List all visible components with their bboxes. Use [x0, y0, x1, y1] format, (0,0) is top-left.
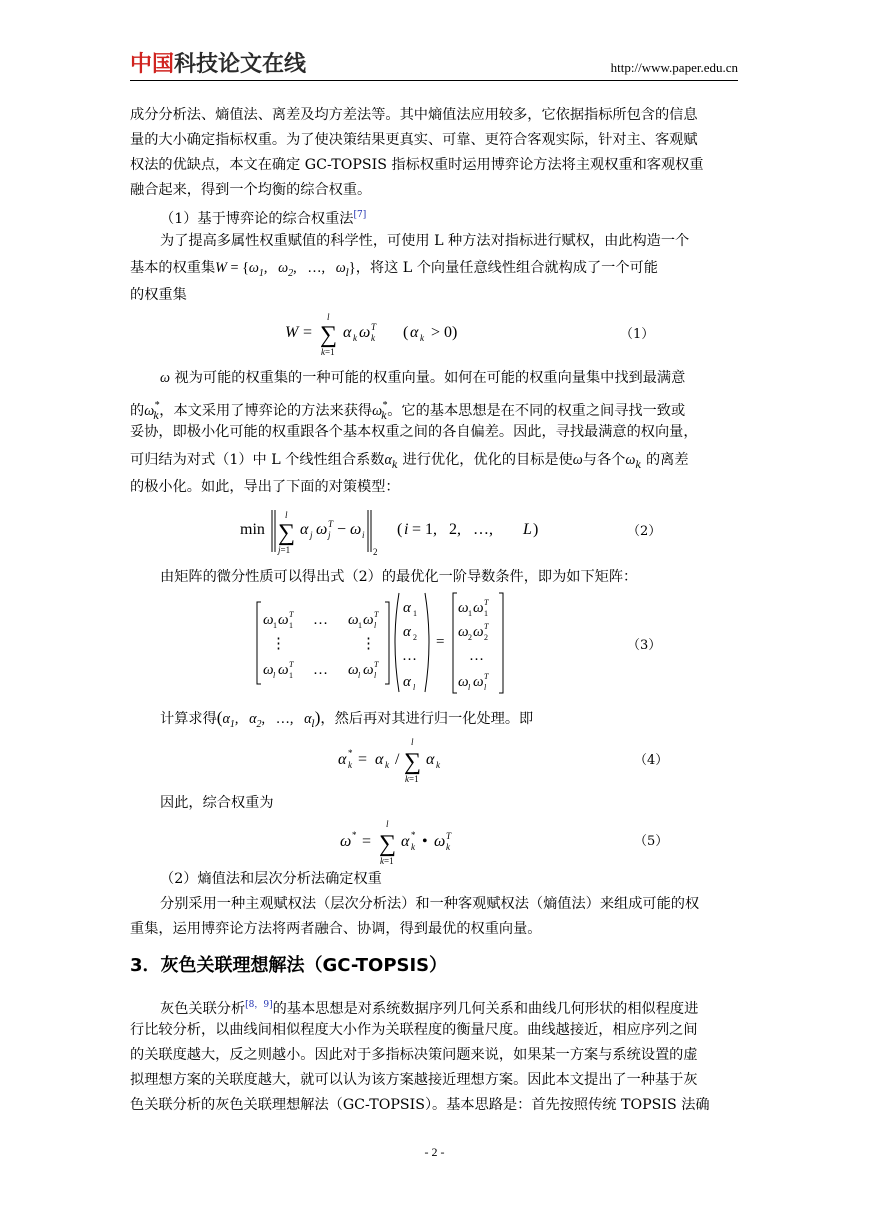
svg-text:α: α [375, 751, 384, 768]
svg-text:T: T [446, 831, 452, 841]
svg-text:•: • [422, 833, 428, 850]
svg-text:ω: ω [340, 833, 352, 850]
svg-text:ω: ω [434, 833, 446, 850]
svg-text:1: 1 [468, 609, 472, 618]
svg-text:α: α [403, 674, 411, 690]
svg-text:l: l [327, 312, 330, 322]
svg-text:2: 2 [468, 633, 472, 642]
svg-text:k: k [411, 842, 415, 852]
svg-text:j: j [328, 530, 331, 540]
header-url[interactable]: http://www.paper.edu.cn [610, 60, 738, 75]
svg-text:ω: ω [359, 324, 371, 341]
svg-text:∑: ∑ [278, 520, 296, 546]
svg-text:k: k [353, 333, 357, 343]
site-logo [130, 52, 306, 78]
paragraph-line: 由矩阵的微分性质可以得出式（2）的最优化一阶导数条件，即为如下矩阵： [160, 569, 638, 585]
svg-text:1: 1 [289, 671, 293, 680]
page-number: - 2 - [424, 1145, 445, 1159]
equation-2 [240, 500, 560, 560]
svg-text:⋮: ⋮ [361, 636, 376, 652]
svg-text:T: T [289, 660, 294, 669]
svg-text:ω: ω [348, 662, 359, 678]
paragraph-line: 行比较分析，以曲线间相似程度大小作为关联程度的衡量尺度。曲线越接近，相应序列之间 [130, 1022, 698, 1038]
citation-link[interactable]: [7] [353, 210, 367, 220]
svg-text:=: = [436, 634, 445, 650]
svg-text:ω: ω [263, 612, 274, 628]
svg-text:k: k [348, 760, 352, 770]
text-span: 。它的基本思想是在不同的权重之间寻找一致或 [387, 403, 686, 419]
equation-1 [285, 306, 485, 358]
svg-text:l: l [273, 671, 276, 680]
svg-text:ω: ω [458, 600, 469, 616]
svg-text:ω: ω [458, 624, 469, 640]
equation-number: （1） [620, 327, 655, 342]
svg-text:T: T [289, 610, 294, 619]
svg-text:k: k [371, 333, 375, 343]
svg-text:2: 2 [413, 633, 417, 642]
equation-5 [340, 815, 500, 867]
paragraph-line: 融合起来，得到一个均衡的综合权重。 [130, 182, 372, 198]
logo-red-text: 中国 [130, 52, 175, 77]
subheading-text: （1）基于博弈论的综合权重法 [160, 211, 354, 227]
equation-4 [338, 733, 488, 785]
svg-text:T: T [374, 660, 379, 669]
equation-number: （2） [627, 524, 662, 539]
svg-text:α: α [338, 751, 347, 768]
svg-text:i: i [404, 521, 409, 538]
svg-text:(: ( [397, 521, 403, 538]
svg-text:2: 2 [484, 633, 488, 642]
header-divider [130, 80, 738, 81]
svg-text:1: 1 [484, 609, 488, 618]
svg-text:−: − [337, 521, 347, 538]
svg-text:k=1: k=1 [380, 856, 394, 866]
svg-text:ω: ω [348, 612, 359, 628]
svg-text:T: T [484, 622, 489, 631]
svg-text:…: … [469, 648, 484, 664]
svg-text:l: l [468, 683, 471, 692]
subheading-game-theory [130, 203, 770, 232]
paragraph-line: 重集，运用博弈论方法将两者融合、协调，得到最优的权重向量。 [130, 921, 542, 937]
svg-text:L: L [523, 521, 532, 538]
svg-text:j=1: j=1 [278, 545, 291, 555]
svg-text:> 0): > 0) [431, 324, 458, 341]
text-span: ，然后再对其进行归一化处理。即 [320, 711, 534, 727]
paragraph-line: 色关联分析的灰色关联理想解法（GC-TOPSIS）。基本思路是：首先按照传统 TOPSIS 法确 [130, 1097, 710, 1113]
text-span: 灰色关联分析 [160, 1001, 246, 1017]
svg-text:l: l [285, 510, 288, 520]
paragraph-line: 基本的权重集$W = \{\omega_1$, $\omega_2$, …, $\omega_l$}，将这 L 个向量任意线性组合就构成了一个可能 [130, 260, 658, 279]
svg-text:α: α [401, 833, 410, 850]
svg-text:ω: ω [363, 612, 374, 628]
svg-text:(: ( [403, 324, 409, 341]
paragraph-line: 因此，综合权重为 [160, 795, 274, 811]
svg-text:α: α [426, 751, 435, 768]
svg-text:α: α [403, 624, 411, 640]
svg-text:α: α [410, 324, 419, 341]
math-weight-set: W [215, 260, 227, 276]
equation-number: （5） [634, 834, 669, 849]
svg-text:⋮: ⋮ [271, 636, 286, 652]
svg-text:α: α [403, 600, 411, 616]
paragraph-line: 可归结为对式（1）中 L 个线性组合系数$\alpha_k$ 进行优化，优化的目标是使ω与各个$\omega_k$ 的离差 [130, 452, 689, 471]
text-span: ，将这 L 个向量任意线性组合就构成了一个可能 [355, 260, 658, 276]
svg-text:*: * [411, 830, 416, 840]
paragraph-line: 的极小化。如此，导出了下面的对策模型： [130, 479, 400, 495]
text-span: ，本文采用了博弈论的方法来获得 [159, 403, 373, 419]
svg-text:=: = [303, 324, 313, 341]
paragraph-line: 权法的优缺点，本文在确定 GC-TOPSIS 指标权重时运用博弈论方法将主观权重和客观权重 [130, 157, 704, 173]
svg-text:l: l [484, 683, 487, 692]
svg-text:T: T [371, 322, 377, 332]
paragraph-line: 的$\omega^*_k$，本文采用了博弈论的方法来获得$\omega^*_k$。它的基本思想是在不同的权重之间寻找一致或 [130, 400, 686, 422]
equation-3-matrix [253, 590, 533, 698]
svg-text:*: * [352, 830, 357, 840]
svg-text:ω: ω [473, 674, 484, 690]
svg-text:l: l [413, 683, 416, 692]
svg-text:k=1: k=1 [321, 347, 335, 357]
logo-dark-text: 科技论文在线 [174, 52, 307, 77]
citation-link[interactable]: [8，9] [245, 1000, 273, 1010]
paragraph-line: ω 视为可能的权重集的一种可能的权重向量。如何在可能的权重向量集中找到最满意 [160, 370, 686, 386]
text-span: 进行优化，优化的目标是使 [402, 452, 573, 468]
svg-text:T: T [484, 598, 489, 607]
svg-text:…: … [402, 648, 417, 664]
svg-text:ω: ω [473, 600, 484, 616]
subheading-entropy: （2）熵值法和层次分析法确定权重 [160, 871, 382, 887]
svg-text:min: min [240, 521, 265, 538]
paragraph-line: 分别采用一种主观赋权法（层次分析法）和一种客观赋权法（熵值法）来组成可能的权 [160, 896, 700, 912]
svg-text:W: W [285, 324, 299, 341]
svg-text:∑: ∑ [404, 749, 422, 775]
paragraph-line: 拟理想方案的关联度越大，就可以认为该方案越接近理想方案。因此本文提出了一种基于灰 [130, 1072, 698, 1088]
svg-text:k: k [385, 760, 389, 770]
svg-text:i: i [362, 530, 365, 540]
svg-text:k: k [420, 333, 424, 343]
svg-text:l: l [358, 671, 361, 680]
section-title: 3．灰色关联理想解法（GC-TOPSIS） [130, 955, 448, 976]
svg-text:l: l [374, 671, 377, 680]
svg-text:ω: ω [363, 662, 374, 678]
paragraph-line: 为了提高多属性权重赋值的科学性，可使用 L 种方法对指标进行赋权，由此构造一个 [160, 233, 690, 249]
text-span: 与各个 [582, 452, 626, 468]
svg-text:1: 1 [358, 621, 362, 630]
svg-text:l: l [374, 621, 377, 630]
svg-text:1: 1 [289, 621, 293, 630]
text-span: 的离差 [645, 452, 689, 468]
paragraph-line: 的关联度越大，反之则越小。因此对于多指标决策问题来说，如果某一方案与系统设置的虚 [130, 1047, 698, 1063]
text-span: 的基本思想是对系统数据序列几何关系和曲线几何形状的相似程度进 [272, 1001, 699, 1017]
text-span: 可归结为对式（1）中 L 个线性组合系数 [130, 452, 385, 468]
svg-text:T: T [484, 672, 489, 681]
paragraph-line: 量的大小确定指标权重。为了使决策结果更真实、可靠、更符合客观实际，针对主、客观赋 [130, 132, 698, 148]
svg-text:2: 2 [373, 547, 378, 557]
svg-text:α: α [300, 521, 309, 538]
svg-text:j: j [310, 530, 313, 540]
svg-text:T: T [328, 519, 334, 529]
svg-text:ω: ω [278, 662, 289, 678]
svg-text:1: 1 [413, 609, 417, 618]
text-span: 视为可能的权重集的一种可能的权重向量。如何在可能的权重向量集中找到最满意 [174, 370, 686, 386]
svg-text:…: … [313, 662, 328, 678]
svg-text:k: k [436, 760, 440, 770]
svg-text:ω: ω [473, 624, 484, 640]
svg-text:l: l [411, 737, 414, 747]
svg-text:= 1, 2, …,: = 1, 2, …, [412, 521, 506, 538]
svg-text:k=1: k=1 [405, 774, 419, 784]
paragraph-line: 成分分析法、熵值法、离差及均方差法等。其中熵值法应用较多，它依据指标所包含的信息 [130, 107, 698, 123]
svg-text:=: = [362, 833, 372, 850]
svg-text:/: / [395, 751, 400, 768]
svg-text:ω: ω [263, 662, 274, 678]
svg-text:…: … [313, 612, 328, 628]
svg-text:ω: ω [350, 521, 362, 538]
svg-text:T: T [374, 610, 379, 619]
svg-text:): ) [533, 521, 539, 538]
text-span: 的 [130, 403, 145, 419]
paragraph-line: 妥协，即极小化可能的权重跟各个基本权重之间的各自偏差。因此，寻找最满意的权向量， [130, 424, 698, 440]
svg-text:∑: ∑ [379, 831, 397, 857]
svg-text:α: α [343, 324, 352, 341]
svg-text:ω: ω [458, 674, 469, 690]
text-span: 计算求得 [160, 711, 217, 727]
paragraph-line: 计算求得($\alpha_1$, $\alpha_2$, …, $\alpha_l$)，然后再对其进行归一化处理。即 [160, 708, 534, 730]
svg-text:1: 1 [273, 621, 277, 630]
svg-text:∑: ∑ [320, 322, 338, 348]
svg-text:=: = [358, 751, 368, 768]
svg-text:ω: ω [278, 612, 289, 628]
svg-text:ω: ω [316, 521, 328, 538]
paragraph-line: 的权重集 [130, 287, 187, 303]
equation-number: （4） [634, 753, 669, 768]
svg-text:k: k [446, 842, 450, 852]
text-span: 基本的权重集 [130, 260, 216, 276]
svg-text:l: l [386, 819, 389, 829]
equation-number: （3） [627, 638, 662, 653]
svg-text:*: * [348, 748, 353, 758]
